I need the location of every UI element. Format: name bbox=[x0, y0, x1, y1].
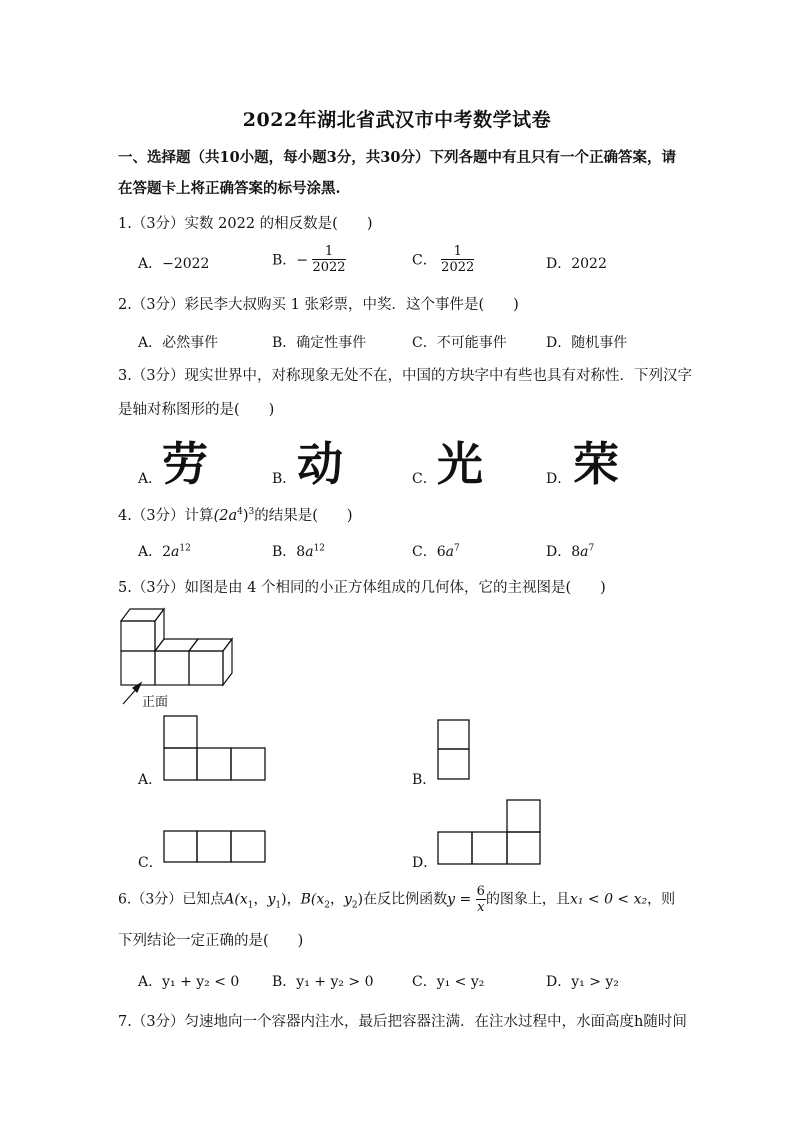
q5-option-b-letter: B． bbox=[412, 772, 437, 788]
q2-option-c: C．不可能事件 bbox=[412, 335, 507, 351]
q2-option-b: B．确定性事件 bbox=[272, 335, 367, 351]
q2-option-d: D．随机事件 bbox=[546, 335, 628, 351]
q1-option-c: C． $\frac{1}{2022}$ bbox=[412, 244, 475, 275]
q4-option-b: B．$8a^{12}$ bbox=[272, 543, 326, 560]
question-4-stem: 4.（3分）计算$(2a^4)^3$的结果是( ) bbox=[118, 507, 353, 524]
q5-option-a-letter: A． bbox=[138, 772, 163, 788]
q5-front-label: 正面 bbox=[142, 695, 169, 710]
q3-option-c-letter: C． bbox=[412, 471, 437, 487]
q4-option-a: A．$2a^{12}$ bbox=[138, 543, 191, 560]
q1-option-d: D．2022 bbox=[546, 256, 607, 272]
q5-option-c-letter: C． bbox=[138, 855, 163, 871]
q4-option-c: C．$6a^7$ bbox=[412, 543, 460, 560]
section-header-line2: 在答题卡上将正确答案的标号涂黑. bbox=[118, 180, 341, 197]
q2-option-a: A．必然事件 bbox=[138, 335, 219, 351]
q1-option-b: B．− $\frac{1}{2022}$ bbox=[272, 244, 346, 275]
q1-option-a: A．−2022 bbox=[138, 256, 210, 272]
q3-option-d-letter: D． bbox=[546, 471, 572, 487]
q4-option-d: D．$8a^7$ bbox=[546, 543, 595, 560]
q6-option-b: B．y₁ + y₂ > 0 bbox=[272, 974, 374, 990]
question-1-stem: 1.（3分）实数 2022 的相反数是( ) bbox=[118, 216, 373, 232]
q3-option-b-letter: B． bbox=[272, 471, 297, 487]
q5-option-d-letter: D． bbox=[412, 855, 438, 871]
q6-option-a: A．y₁ + y₂ < 0 bbox=[138, 974, 240, 990]
q3-option-a-character: 劳 bbox=[162, 437, 208, 491]
q3-option-b-character: 动 bbox=[297, 437, 343, 491]
question-7-stem: 7.（3分）匀速地向一个容器内注水，最后把容器注满．在注水过程中，水面高度h随时间 bbox=[118, 1014, 687, 1030]
question-3-stem-line2: 是轴对称图形的是( ) bbox=[118, 402, 275, 418]
question-5-stem: 5.（3分）如图是由 4 个相同的小正方体组成的几何体，它的主视图是( ) bbox=[118, 580, 606, 596]
q3-option-c-character: 光 bbox=[437, 437, 483, 491]
q6-option-d: D．y₁ > y₂ bbox=[546, 974, 619, 990]
page-title: 2022年湖北省武汉市中考数学试卷 bbox=[242, 109, 552, 131]
question-6-stem-line2: 下列结论一定正确的是( ) bbox=[118, 933, 304, 949]
question-3-stem-line1: 3.（3分）现实世界中，对称现象无处不在，中国的方块字中有些也具有对称性．下列汉字 bbox=[118, 368, 693, 384]
q6-option-c: C．y₁ < y₂ bbox=[412, 974, 485, 990]
section-header-line1: 一、选择题（共10小题，每小题3分，共30分）下列各题中有且只有一个正确答案，请 bbox=[118, 149, 676, 166]
q3-option-a-letter: A． bbox=[138, 471, 163, 487]
question-2-stem: 2.（3分）彩民李大叔购买 1 张彩票，中奖．这个事件是( ) bbox=[118, 297, 519, 313]
q3-option-d-character: 荣 bbox=[573, 437, 619, 491]
question-6-stem-line1: 6.（3分）已知点$A(x_1$，$y_1$)，$B(x_2$，$y_2$)在反比例函数y = $\frac{6}{x}$ 的图象上，且x₁ < 0 < x₂，则 bbox=[118, 884, 676, 915]
